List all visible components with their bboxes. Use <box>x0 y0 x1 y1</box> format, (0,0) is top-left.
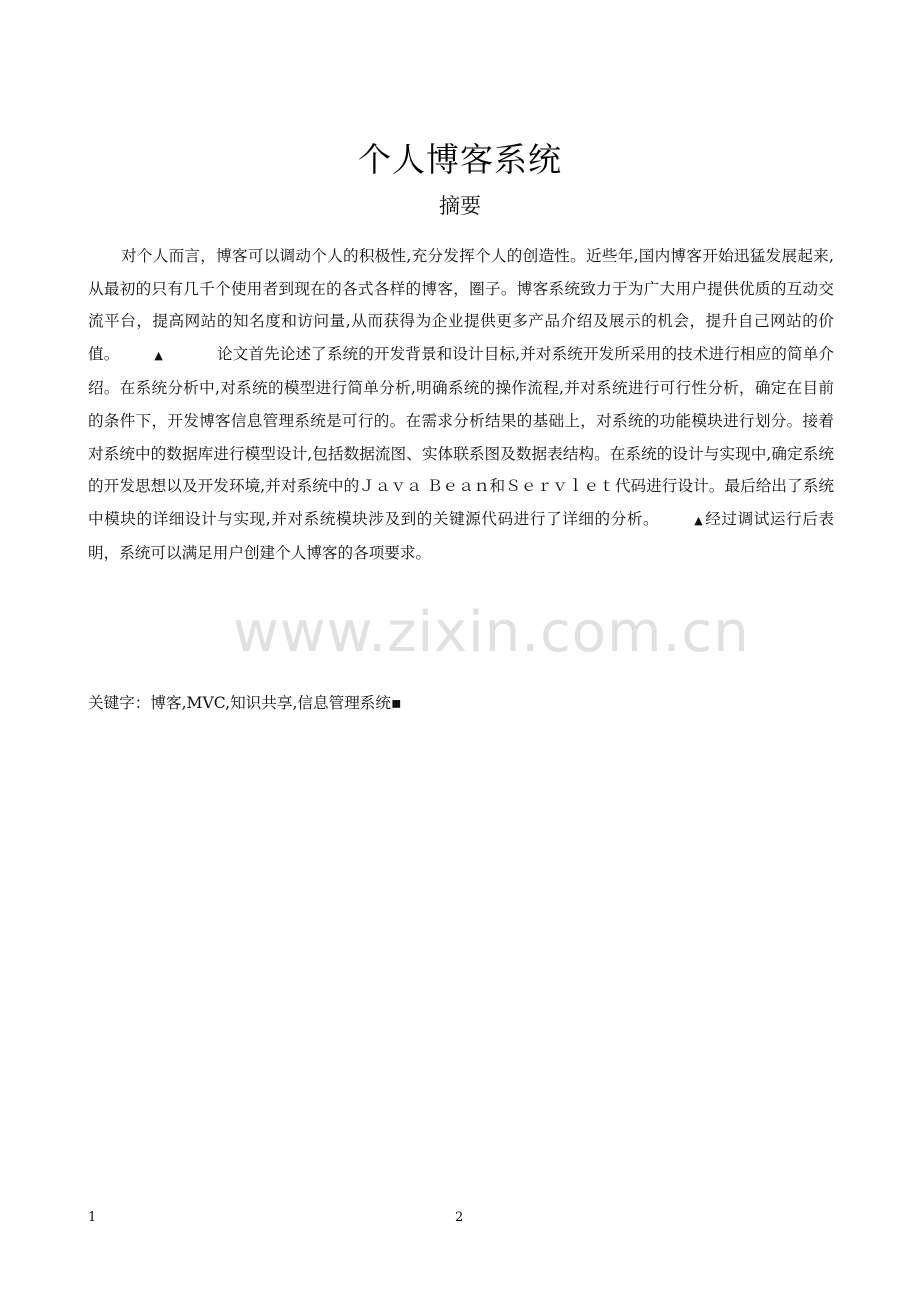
document-title: 个人博客系统 <box>358 140 562 179</box>
abstract-text-part1: 对个人而言，博客可以调动个人的积极性,充分发挥个人的创造性。近些年,国内博客开始迅猛发展起来,从最初的只有几千个使用者到现在的各式各样的博客，圈子。博客系统致力于为广大用户提供优质的互动交流平台，提高网站的知名度和访问量,从而获得为企业提供更多产品介绍及展示的机会，提升自己网站的价值。 <box>88 247 834 363</box>
keywords-line <box>88 689 834 717</box>
keywords-text: 关键字：博客,MVC,知识共享,信息管理系统 <box>88 694 391 712</box>
abstract-text-part2: 论文首先论述了系统的开发背景和设计目标,并对系统开发所采用的技术进行相应的简单介绍。在系统分析中,对系统的模型进行简单分析,明确系统的操作流程,并对系统进行可行性分析，确定在目前的条件下，开发博客信息管理系统是可行的。在需求分析结果的基础上，对系统的功能模块进行划分。接着对系统中的数据库进行模型设计,包括数据流图、实体联系图及数据表结构。在系统的设计与实现中,确定系统的开发思想以及开发环境,并对系统中的Ｊａｖａ Ｂｅａｎ和Ｓｅｒｖｌｅｔ代码进行设计。最后给出了系统中模块的详细设计与实现,并对系统模块涉及到的关键源代码进行了详细的分析。 <box>88 344 834 528</box>
footer-left-number: 1 <box>88 1210 97 1225</box>
keywords-mark-icon: ▪ <box>390 694 402 712</box>
abstract-paragraph <box>88 240 834 570</box>
page-number: 2 <box>455 1210 464 1225</box>
paragraph-mark-icon: ▲ <box>154 348 163 362</box>
watermark: www.zixin.com.cn <box>233 600 750 665</box>
abstract-heading: 摘要 <box>439 194 481 218</box>
paragraph-mark-icon: ▲ <box>694 513 703 527</box>
abstract-text-part3: 经过调试运行后表明，系统可以满足用户创建个人博客的各项要求。 <box>88 509 834 563</box>
